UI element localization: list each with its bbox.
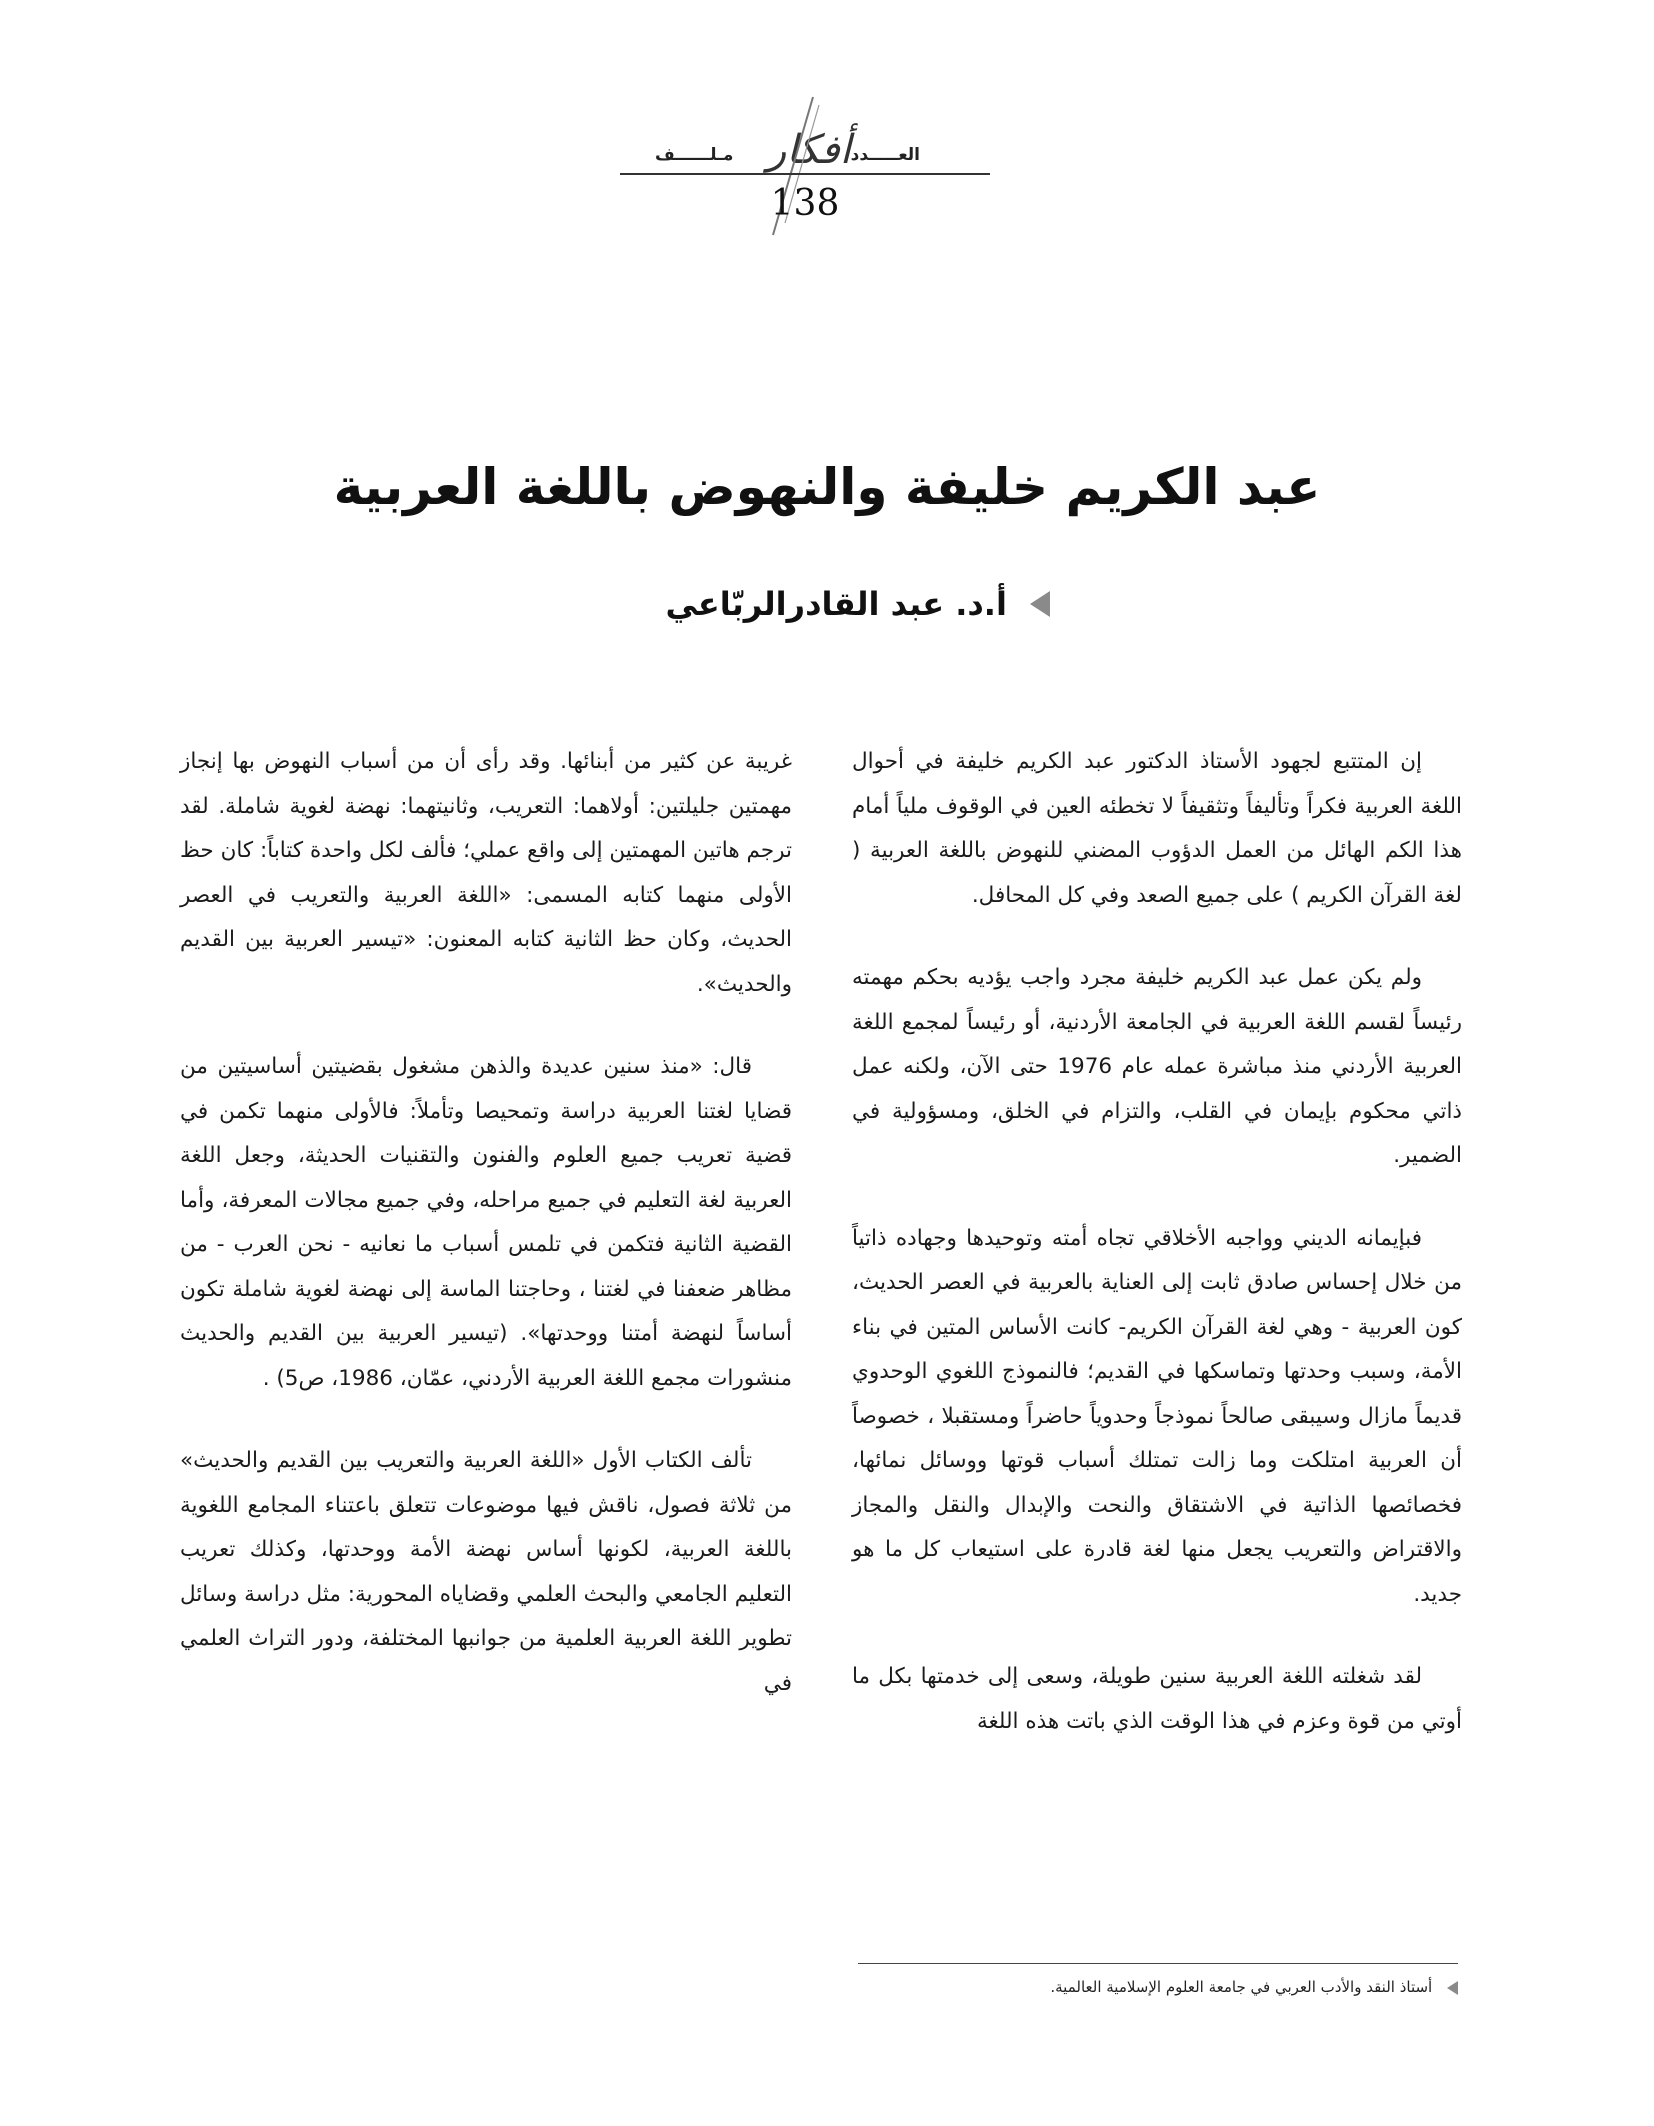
paragraph: قال: «منذ سنين عديدة والذهن مشغول بقضيتين أساسيتين من قضايا لغتنا العربية دراسة وتمحيصا وتأملاً: فالأولى منهما تكمن في قضية تعريب جميع العلوم والفنون والتقنيات الحديثة، وجعل اللغة العربية لغة التعليم في جميع مراحله، وفي جميع مجالات المعرفة، وأما القضية الثانية فتكمن في تلمس أسباب ما نعانيه - نحن العرب - من مظاهر ضعفنا في لغتنا ، وحاجتنا الماسة إلى نهضة لغوية شاملة تكون أساساً لنهضة أمتنا ووحدتها». (تيسير العربية بين القديم والحديث منشورات مجمع اللغة العربية الأردني، عمّان، 1986، ص5) . — [180, 1054, 792, 1391]
text-column-left — [180, 740, 792, 1744]
paragraph: غريبة عن كثير من أبنائها. وقد رأى أن من أسباب النهوض بها إنجاز مهمتين جليلتين: أولاهما: التعريب، وثانيتهما: نهضة لغوية شاملة. لقد ترجم هاتين المهمتين إلى واقع عملي؛ فألف لكل واحدة كتاباً: كان حظ الأولى منهما كتابه المسمى: «اللغة العربية والتعريب في العصر الحديث، وكان حظ الثانية كتابه المعنون: «تيسير العربية بين القديم والحديث». — [180, 749, 792, 997]
header-section-label: مـلــــــف — [655, 145, 734, 165]
paragraph: لقد شغلته اللغة العربية سنين طويلة، وسعى إلى خدمتها بكل ما أوتي من قوة وعزم في هذا الوقت الذي باتت هذه اللغة — [852, 1664, 1462, 1734]
header-rule — [620, 173, 990, 175]
paragraph: تألف الكتاب الأول «اللغة العربية والتعريب بين القديم والحديث» من ثلاثة فصول، ناقش فيها موضوعات تتعلق باعتناء المجامع اللغوية باللغة العربية، لكونها أساس نهضة الأمة ووحدتها، وكذلك تعريب التعليم الجامعي والبحث العلمي وقضاياه المحورية: مثل دراسة وسائل تطوير اللغة العربية العلمية من جوانبها المختلفة، ودور التراث العلمي في — [180, 1448, 792, 1696]
footnote-text: أستاذ النقد والأدب العربي في جامعة العلوم الإسلامية العالمية. — [1050, 1978, 1433, 1996]
article-title: عبد الكريم خليفة والنهوض باللغة العربية — [333, 458, 1321, 516]
page-number: 138 — [770, 183, 840, 224]
afkar-logo-text: أفكار — [767, 127, 851, 173]
footnote-rule — [858, 1963, 1458, 1964]
footnote — [858, 1978, 1458, 1996]
author-byline — [400, 585, 1050, 635]
paragraph: فبإيمانه الديني وواجبه الأخلاقي تجاه أمته وتوحيدها وجهاده ذاتياً من خلال إحساس صادق ثابت إلى العناية بالعربية في العصر الحديث، كون العربية - وهي لغة القرآن الكريم- كانت الأساس المتين في بناء الأمة، وسبب وحدتها وتماسكها في القديم؛ فالنموذج اللغوي الوحدوي قديماً مازال وسيبقى صالحاً نموذجاً وحدوياً حاضراً ومستقبلا ، خصوصاً أن العربية امتلكت وما زالت تمتلك أسباب قوتها ووسائل نمائها، فخصائصها الذاتية في الاشتقاق والنحت والإبدال والنقل والمجاز والاقتراض والتعريب يجعل منها لغة قادرة على استيعاب كل ما هو جديد. — [852, 1225, 1462, 1607]
paragraph: ولم يكن عمل عبد الكريم خليفة مجرد واجب يؤديه بحكم مهمته رئيساً لقسم اللغة العربية في الجامعة الأردنية، أو رئيساً لمجمع اللغة العربية الأردني منذ مباشرة عمله عام 1976 حتى الآن، ولكنه عمل ذاتي محكوم بإيمان في القلب، والتزام في الخلق، ومسؤولية في الضمير. — [852, 965, 1462, 1168]
header-issue-label: العـــــدد — [850, 145, 920, 165]
author-name: أ.د. عبد القادرالربّاعي — [665, 585, 1007, 623]
triangle-marker-icon — [1447, 1981, 1458, 1995]
triangle-marker-icon — [1030, 591, 1050, 617]
text-column-right — [852, 740, 1462, 1782]
page-header — [620, 95, 990, 245]
paragraph: إن المتتبع لجهود الأستاذ الدكتور عبد الكريم خليفة في أحوال اللغة العربية فكراً وتأليفاً وتثقيفاً لا تخطئه العين في الوقوف ملياً أمام هذا الكم الهائل من العمل الدؤوب المضني للنهوض باللغة العربية ( لغة القرآن الكريم ) على جميع الصعد وفي كل المحافل. — [852, 749, 1462, 908]
